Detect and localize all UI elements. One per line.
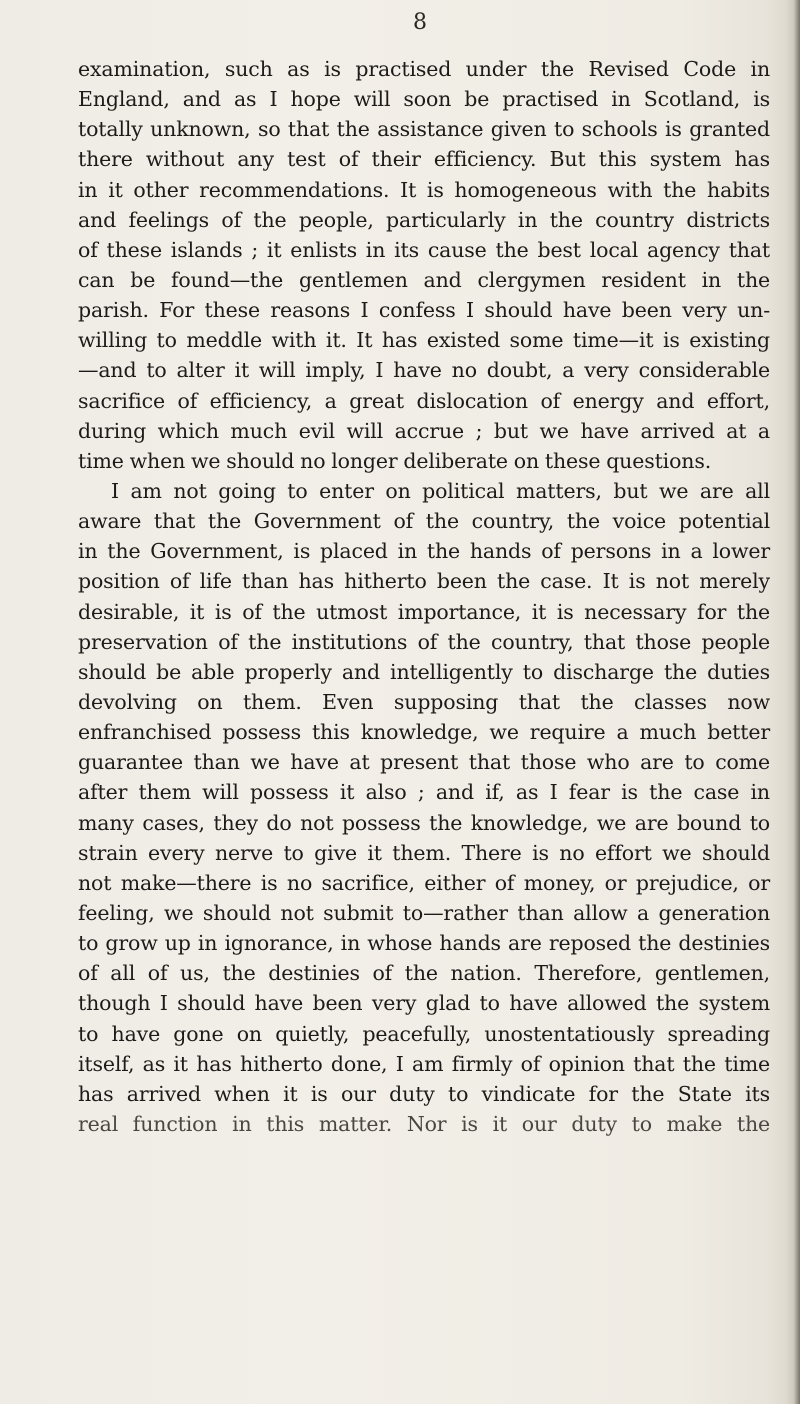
text-line: examination, such as is practised under the Revised Code in: [78, 57, 770, 81]
text-line: totally unknown, so that the assistance given to schools is granted: [78, 117, 770, 142]
text-line: in the Government, is placed in the hands of persons in a lower: [78, 539, 770, 564]
text-line: to have gone on quietly, peacefully, unostentatiously spreading: [78, 1021, 770, 1046]
text-line: though I should have been very glad to have allowed the system: [78, 991, 770, 1016]
paragraph-start-line: I am not going to enter on political matters, but we are all: [111, 478, 770, 503]
text-line: to grow up in ignorance, in whose hands are reposed the destinies: [78, 931, 770, 956]
text-line: during which much evil will accrue ; but we have arrived at a: [78, 418, 770, 443]
text-line: of these islands ; it enlists in its cause the best local agency that: [78, 237, 770, 262]
text-line: real function in this matter. Nor is it our duty to make the: [78, 1111, 770, 1136]
body-text: [78, 54, 770, 1139]
text-line: position of life than has hitherto been the case. It is not merely: [78, 569, 770, 594]
text-line: time when we should no longer deliberate on these questions.: [78, 448, 712, 473]
text-line: of all of us, the destinies of the nation. Therefore, gentlemen,: [78, 961, 770, 986]
text-line: feeling, we should not submit to—rather than allow a generation: [78, 900, 770, 925]
text-line: desirable, it is of the utmost importance, it is necessary for the: [78, 599, 770, 624]
text-line: —and to alter it will imply, I have no doubt, a very considerable: [78, 358, 770, 383]
page-number: 8: [413, 10, 427, 35]
text-line: willing to meddle with it. It has existed some time—it is existing: [78, 328, 770, 353]
text-line: not make—there is no sacrifice, either of money, or prejudice, or: [78, 870, 770, 895]
text-line: can be found—the gentlemen and clergymen resident in the: [78, 267, 770, 292]
text-line: should be able properly and intelligently to discharge the duties: [78, 659, 770, 684]
text-line: many cases, they do not possess the knowledge, we are bound to: [78, 810, 770, 835]
text-line: itself, as it has hitherto done, I am firmly of opinion that the time: [78, 1051, 770, 1076]
page-edge-shadow: [786, 0, 800, 1404]
text-line: there without any test of their efficiency. But this system has: [78, 147, 770, 172]
text-line: parish. For these reasons I confess I should have been very un-: [78, 298, 770, 323]
text-line: has arrived when it is our duty to vindicate for the State its: [78, 1081, 770, 1106]
text-line: guarantee than we have at present that those who are to come: [78, 750, 770, 775]
text-line: sacrifice of efficiency, a great dislocation of energy and effort,: [78, 388, 770, 413]
text-line: aware that the Government of the country, the voice potential: [78, 509, 770, 534]
text-line: devolving on them. Even supposing that the classes now: [78, 689, 770, 714]
text-line: in it other recommendations. It is homogeneous with the habits: [78, 177, 770, 202]
text-line: after them will possess it also ; and if, as I fear is the case in: [78, 780, 770, 805]
text-line: strain every nerve to give it them. There is no effort we should: [78, 840, 770, 865]
text-line: enfranchised possess this knowledge, we require a much better: [78, 720, 770, 745]
text-line: and feelings of the people, particularly in the country districts: [78, 207, 770, 232]
text-line: preservation of the institutions of the country, that those people: [78, 629, 770, 654]
text-line: England, and as I hope will soon be practised in Scotland, is: [78, 87, 770, 112]
